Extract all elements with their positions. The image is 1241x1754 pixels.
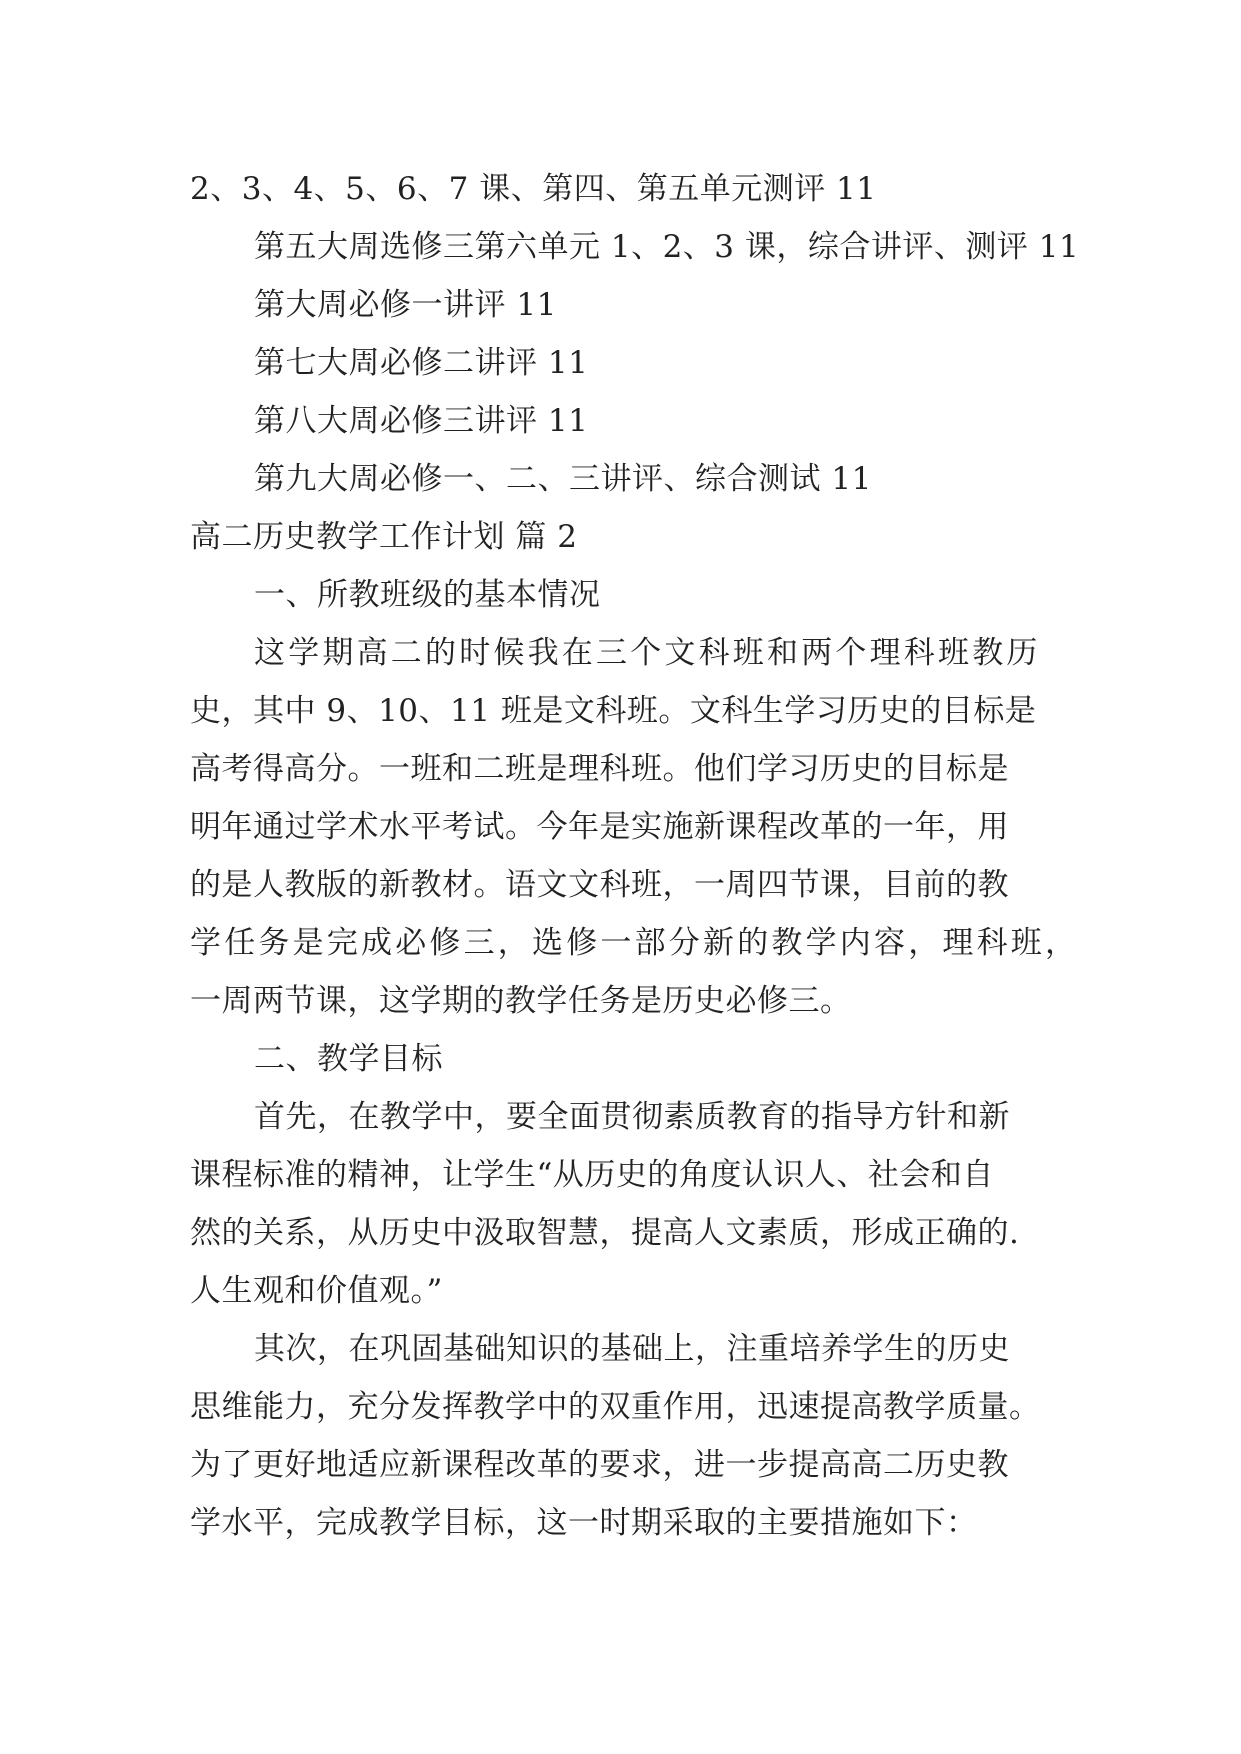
paragraph-line: 史，其中 9、10、11 班是文科班。文科生学习历史的目标是 — [190, 693, 1037, 729]
paragraph-line: 人生观和价值观。” — [190, 1273, 443, 1309]
paragraph-line: 一周两节课，这学期的教学任务是历史必修三。 — [190, 983, 852, 1019]
schedule-line: 第八大周必修三讲评 11 — [254, 403, 589, 439]
section-heading: 一、所教班级的基本情况 — [254, 577, 601, 613]
section-heading: 二、教学目标 — [254, 1041, 443, 1077]
paragraph-line: 高考得高分。一班和二班是理科班。他们学习历史的目标是 — [190, 751, 1009, 787]
paragraph-line: 其次，在巩固基础知识的基础上，注重培养学生的历史 — [254, 1331, 1010, 1367]
article-title: 高二历史教学工作计划 篇 2 — [190, 519, 578, 555]
paragraph-line: 这学期高二的时候我在三个文科班和两个理科班教历 — [254, 635, 1041, 671]
schedule-line: 第七大周必修二讲评 11 — [254, 345, 589, 381]
schedule-line: 第九大周必修一、二、三讲评、综合测试 11 — [254, 461, 872, 497]
paragraph-line: 然的关系，从历史中汲取智慧，提高人文素质，形成正确的. — [190, 1215, 1020, 1251]
paragraph-line: 首先，在教学中，要全面贯彻素质教育的指导方针和新 — [254, 1099, 1010, 1135]
paragraph-line: 学水平，完成教学目标，这一时期采取的主要措施如下： — [190, 1505, 978, 1541]
paragraph-line: 为了更好地适应新课程改革的要求，进一步提高高二历史教 — [190, 1447, 1009, 1483]
paragraph-line: 的是人教版的新教材。语文文科班，一周四节课，目前的教 — [190, 867, 1009, 903]
schedule-line: 2、3、4、5、6、7 课、第四、第五单元测评 11 — [190, 171, 877, 207]
paragraph-line: 课程标准的精神，让学生“从历史的角度认识人、社会和自 — [190, 1157, 994, 1193]
document-body — [190, 160, 1080, 1552]
paragraph-line: 明年通过学术水平考试。今年是实施新课程改革的一年，用 — [190, 809, 1009, 845]
paragraph-line: 学任务是完成必修三，选修一部分新的教学内容，理科班， — [190, 925, 1080, 961]
schedule-line: 第五大周选修三第六单元 1、2、3 课，综合讲评、测评 11 — [254, 229, 1080, 265]
paragraph-line: 思维能力，充分发挥教学中的双重作用，迅速提高教学质量。 — [190, 1389, 1041, 1425]
schedule-line: 第大周必修一讲评 11 — [254, 287, 557, 323]
